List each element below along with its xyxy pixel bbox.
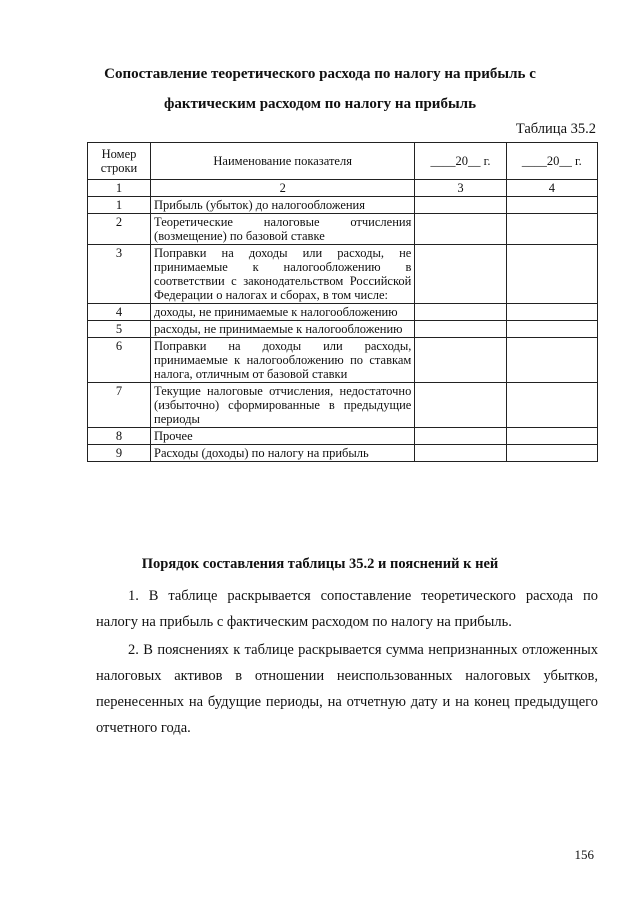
row-number: 5 — [88, 321, 151, 338]
table-row — [88, 383, 598, 428]
document-title-line2: фактическим расходом по налогу на прибыль — [163, 96, 477, 112]
column-number: 1 — [88, 180, 151, 197]
table-column-numbers-row — [88, 180, 598, 197]
table-row — [88, 321, 598, 338]
paragraph-2: 2. В пояснениях к таблице раскрывается сумма непризнанных отложенных налоговых активов в отношении неиспользованных налоговых убытков, перенесенных на будущие периоды, на отчетную дату и на конец предыдущего отчетного года. — [96, 642, 598, 736]
row-indicator: Теоретические налоговые отчисления (возмещение) по базовой ставке — [151, 214, 415, 245]
row-value-year-1 — [415, 428, 506, 445]
row-value-year-1 — [415, 214, 506, 245]
row-value-year-2 — [506, 338, 597, 383]
page-number: 156 — [574, 847, 594, 862]
table-row — [88, 428, 598, 445]
row-value-year-1 — [415, 245, 506, 304]
row-number: 2 — [88, 214, 151, 245]
row-number: 8 — [88, 428, 151, 445]
row-indicator: Поправки на доходы или расходы, принимаемые к налогообложению по ставкам налога, отличным от базовой ставки — [151, 338, 415, 383]
table-header-row — [88, 143, 598, 180]
table-label: Таблица 35.2 — [515, 121, 596, 137]
row-value-year-2 — [506, 321, 597, 338]
header-year-2: ____20__ г. — [506, 143, 597, 180]
row-value-year-2 — [506, 197, 597, 214]
row-indicator: Прочее — [151, 428, 415, 445]
header-row-number: Номер строки — [88, 143, 151, 180]
row-indicator: доходы, не принимаемые к налогообложению — [151, 304, 415, 321]
row-number: 1 — [88, 197, 151, 214]
table-row — [88, 245, 598, 304]
tax-reconciliation-table — [87, 142, 598, 462]
row-number: 4 — [88, 304, 151, 321]
row-value-year-1 — [415, 321, 506, 338]
row-number: 3 — [88, 245, 151, 304]
document-title-line1: Сопоставление теоретического расхода по налогу на прибыль с — [104, 66, 536, 82]
row-indicator: расходы, не принимаемые к налогообложению — [151, 321, 415, 338]
column-number: 4 — [506, 180, 597, 197]
paragraph-1: 1. В таблице раскрывается сопоставление теоретического расхода по налогу на прибыль с фактическим расходом по налогу на прибыль. — [96, 588, 598, 630]
column-number: 3 — [415, 180, 506, 197]
row-value-year-2 — [506, 245, 597, 304]
row-number: 6 — [88, 338, 151, 383]
row-value-year-2 — [506, 383, 597, 428]
header-year-1: ____20__ г. — [415, 143, 506, 180]
row-value-year-1 — [415, 383, 506, 428]
table-row — [88, 445, 598, 462]
row-indicator: Текущие налоговые отчисления, недостаточно (избыточно) сформированные в предыдущие периоды — [151, 383, 415, 428]
row-value-year-1 — [415, 338, 506, 383]
row-indicator: Прибыль (убыток) до налогообложения — [151, 197, 415, 214]
table-row — [88, 197, 598, 214]
table-row — [88, 338, 598, 383]
row-value-year-1 — [415, 445, 506, 462]
row-value-year-2 — [506, 445, 597, 462]
row-number: 7 — [88, 383, 151, 428]
row-indicator: Расходы (доходы) по налогу на прибыль — [151, 445, 415, 462]
row-value-year-2 — [506, 304, 597, 321]
row-value-year-1 — [415, 197, 506, 214]
table-row — [88, 304, 598, 321]
section-heading: Порядок составления таблицы 35.2 и пояснений к ней — [141, 556, 499, 572]
row-value-year-1 — [415, 304, 506, 321]
column-number: 2 — [151, 180, 415, 197]
header-indicator-name: Наименование показателя — [151, 143, 415, 180]
row-number: 9 — [88, 445, 151, 462]
row-indicator: Поправки на доходы или расходы, не принимаемые к налогообложению в соответствии с законодательством Российской Федерации о налогах и сборах, в том числе: — [151, 245, 415, 304]
row-value-year-2 — [506, 214, 597, 245]
row-value-year-2 — [506, 428, 597, 445]
table-row — [88, 214, 598, 245]
